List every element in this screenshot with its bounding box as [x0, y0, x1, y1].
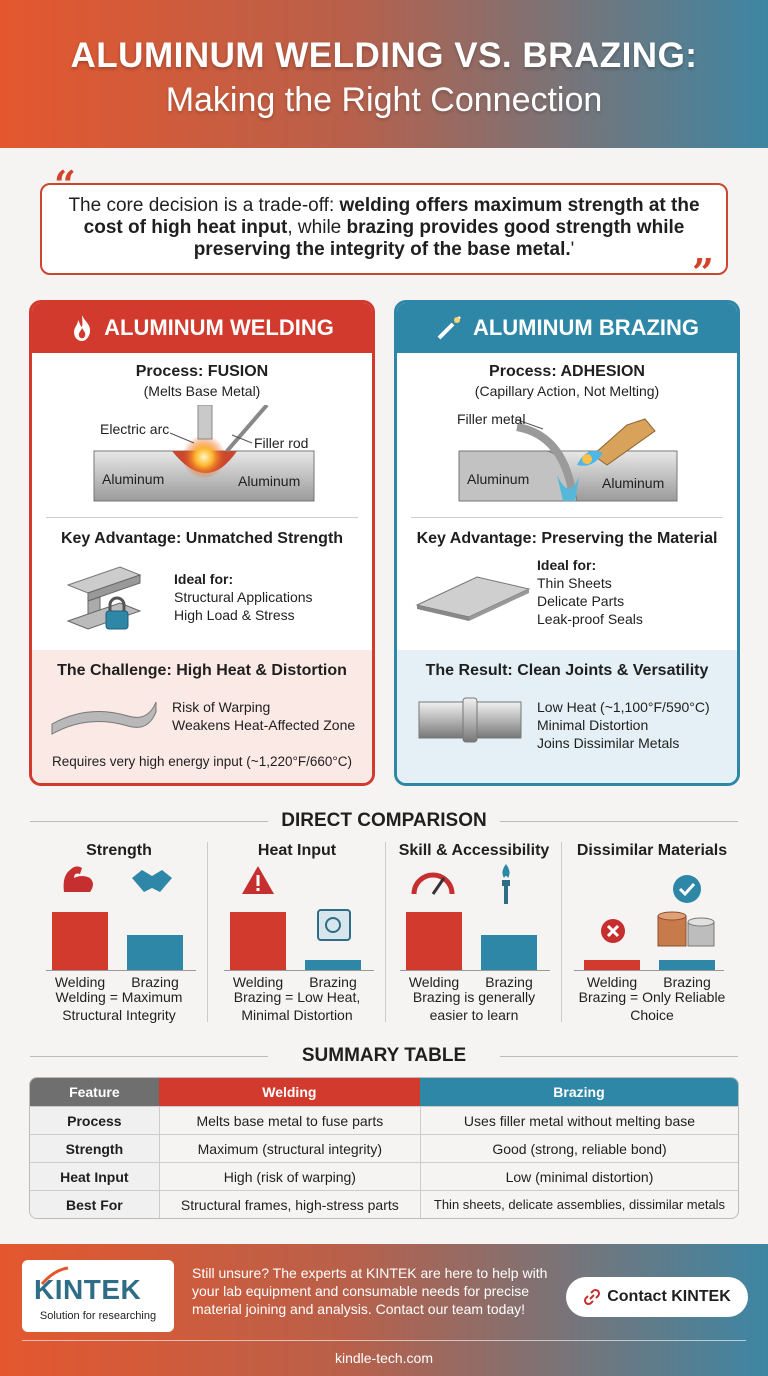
table-cell: Heat Input: [30, 1162, 159, 1190]
brazing-bar: [659, 960, 715, 970]
website-link[interactable]: kindle-tech.com: [334, 1350, 434, 1366]
chart-baseline: [400, 970, 550, 971]
welding-challenge-item: Risk of Warping: [172, 699, 271, 715]
brazing-card-title: ALUMINUM BRAZING: [472, 315, 700, 340]
footer: [0, 1244, 768, 1376]
comparison-caption: [30, 988, 208, 1024]
welding-challenge-list: [172, 698, 355, 734]
brazing-result-title: The Result: Clean Joints & Versatility: [425, 662, 709, 679]
thin-sheet-icon: [415, 571, 531, 627]
aluminum-right-label: Aluminum: [602, 475, 665, 491]
brazing-result-item: Joins Dissimilar Metals: [537, 735, 680, 751]
chart-baseline: [46, 970, 196, 971]
welding-bar-label: Welding: [408, 974, 460, 990]
chart-baseline: [574, 970, 724, 971]
page-title: ALUMINUM WELDING VS. BRAZING:: [70, 36, 698, 75]
gauge-icon: [410, 866, 456, 896]
table-row: [30, 1134, 738, 1162]
table-cell: Good (strong, reliable bond): [420, 1134, 738, 1162]
welding-process-sub: (Melts Base Metal): [143, 383, 261, 399]
caption-line: Brazing = Low Heat,: [233, 989, 361, 1005]
brazing-ideal-title: Ideal for:: [537, 557, 597, 573]
comparison-item-title: Strength: [86, 842, 152, 859]
table-cell: High (risk of warping): [159, 1162, 420, 1190]
table-header: Brazing: [420, 1078, 738, 1106]
flame-icon: [70, 314, 94, 342]
table-cell: Best For: [30, 1190, 159, 1218]
welding-ideal-list: [174, 570, 313, 624]
logo-swoosh-icon: [40, 1266, 70, 1286]
caption-line: Choice: [630, 1007, 674, 1023]
warped-sheet-icon: [48, 694, 160, 738]
table-header: Welding: [159, 1078, 420, 1106]
brazing-ideal-item: Delicate Parts: [537, 593, 625, 609]
torch-icon: [435, 314, 463, 342]
brazing-bar-label: Brazing: [131, 974, 179, 990]
welding-bar-label: Welding: [54, 974, 106, 990]
table-row: [30, 1190, 738, 1218]
welding-diagram-art: [32, 405, 372, 517]
brazing-diagram-art: [397, 405, 737, 517]
footer-message: Still unsure? The experts at KINTEK are here to help with your lab equipment and consumable needs for precise material joining and analysis. Contact our team today!: [192, 1265, 548, 1317]
welding-bar: [52, 912, 108, 970]
table-cell: Structural frames, high-stress parts: [159, 1190, 420, 1218]
welding-card-title: ALUMINUM WELDING: [104, 315, 334, 340]
quote-text-5: ': [570, 239, 575, 260]
table-cell: Process: [30, 1106, 159, 1134]
safe-icon: [316, 908, 352, 942]
footer-divider: [22, 1340, 746, 1341]
torch-icon: [496, 862, 516, 906]
x-circle-icon: [600, 918, 626, 944]
handshake-icon: [130, 866, 174, 896]
welding-bar: [230, 912, 286, 970]
table-cell: Melts base metal to fuse parts: [159, 1106, 420, 1134]
pipe-joint-icon: [417, 696, 523, 744]
brazing-ideal-item: Leak-proof Seals: [537, 611, 643, 627]
welding-challenge-item: Weakens Heat-Affected Zone: [172, 717, 356, 733]
comparison-caption: [562, 988, 742, 1024]
open-quote-icon: “: [54, 162, 76, 207]
table-cell: Low (minimal distortion): [420, 1162, 738, 1190]
summary-title: SUMMARY TABLE: [0, 1045, 768, 1067]
brazing-process: Process: ADHESION: [489, 363, 645, 380]
welding-bar: [584, 960, 640, 970]
welding-challenge-panel: [32, 650, 372, 786]
welding-bar: [406, 912, 462, 970]
contact-button-label: Contact KINTEK: [607, 1288, 731, 1305]
brazing-card-header: [397, 303, 737, 353]
table-cell: Uses filler metal without melting base: [420, 1106, 738, 1134]
welding-bar-label: Welding: [586, 974, 638, 990]
brazing-bar: [127, 935, 183, 970]
caption-line: Welding = Maximum: [55, 989, 183, 1005]
quote-box: [40, 183, 728, 275]
quote-text-3: , while: [287, 217, 347, 238]
comparison-caption: [386, 988, 562, 1024]
table-cell: Thin sheets, delicate assemblies, dissimilar metals: [420, 1190, 738, 1218]
brazing-ideal-list: [537, 556, 643, 628]
comparison-item-title: Skill & Accessibility: [398, 842, 550, 859]
contact-kintek-button[interactable]: [566, 1277, 748, 1317]
welding-advantage: Key Advantage: Unmatched Strength: [60, 530, 344, 547]
flexed-arm-icon: [58, 862, 98, 898]
welding-diagram: [32, 405, 372, 517]
link-icon: [583, 1288, 601, 1306]
table-cell: Strength: [30, 1134, 159, 1162]
aluminum-right-label: Aluminum: [238, 473, 301, 489]
welding-challenge-title: The Challenge: High Heat & Distortion: [57, 662, 347, 679]
filler-rod-label: Filler rod: [254, 435, 309, 451]
logo-tagline: Solution for researching: [39, 1310, 157, 1322]
comparison-item-title: Dissimilar Materials: [576, 842, 728, 859]
brazing-bar-label: Brazing: [663, 974, 711, 990]
aluminum-left-label: Aluminum: [467, 471, 530, 487]
comparison-strength: [30, 842, 208, 1022]
metal-cylinders-icon: [654, 908, 720, 948]
comparison-caption: [208, 988, 386, 1024]
aluminum-left-label: Aluminum: [102, 471, 165, 487]
page-subtitle: Making the Right Connection: [165, 81, 603, 119]
brazing-bar: [481, 935, 537, 970]
comparison-heat-input: [208, 842, 386, 1022]
divider: [411, 517, 723, 518]
brazing-result-panel: [397, 650, 737, 786]
table-row: [30, 1106, 738, 1134]
welding-bar-label: Welding: [232, 974, 284, 990]
brazing-card: [394, 300, 740, 786]
brazing-bar-label: Brazing: [485, 974, 533, 990]
caption-line: Brazing = Only Reliable: [578, 989, 726, 1005]
table-header: Feature: [30, 1078, 159, 1106]
brazing-ideal-item: Thin Sheets: [537, 575, 612, 591]
welding-card: [29, 300, 375, 786]
welding-ideal-item: Structural Applications: [174, 589, 313, 605]
quote-text-1: The core decision is a trade-off:: [68, 195, 340, 216]
comparison-item-title: Heat Input: [257, 842, 337, 859]
welding-energy-note: Requires very high energy input (~1,220°F/660°C): [51, 754, 353, 769]
brazing-diagram: [397, 405, 737, 517]
caption-line: Brazing is generally: [412, 989, 536, 1005]
table-row: [30, 1162, 738, 1190]
welding-process: Process: FUSION: [135, 363, 269, 380]
brazing-advantage: Key Advantage: Preserving the Material: [416, 530, 718, 547]
comparison-skill: [386, 842, 562, 1022]
brazing-process-sub: (Capillary Action, Not Melting): [474, 383, 660, 399]
comparison-title: DIRECT COMPARISON: [0, 810, 768, 832]
welding-ideal-title: Ideal for:: [174, 571, 234, 587]
i-beam-lock-icon: [60, 565, 170, 637]
brazing-bar-label: Brazing: [309, 974, 357, 990]
header-banner: [0, 0, 768, 148]
brazing-result-item: Minimal Distortion: [537, 717, 649, 733]
caption-line: Minimal Distortion: [241, 1007, 353, 1023]
logo-text: KINTEK: [34, 1274, 142, 1305]
summary-table: [29, 1077, 739, 1219]
close-quote-icon: ”: [692, 250, 714, 295]
brazing-bar: [305, 960, 361, 970]
caption-line: easier to learn: [429, 1007, 519, 1023]
electric-arc-label: Electric arc: [100, 421, 170, 437]
filler-metal-label: Filler metal: [457, 411, 526, 427]
brazing-result-item: Low Heat (~1,100°F/590°C): [537, 699, 710, 715]
kintek-logo[interactable]: [22, 1260, 174, 1332]
welding-ideal-item: High Load & Stress: [174, 607, 295, 623]
table-cell: Maximum (structural integrity): [159, 1134, 420, 1162]
quote-text-4: brazing provides good strength while preserving the integrity of the base metal.: [193, 217, 685, 260]
check-circle-icon: [672, 874, 702, 904]
welding-card-header: [32, 303, 372, 353]
warning-icon: [240, 864, 276, 896]
chart-baseline: [224, 970, 374, 971]
caption-line: Structural Integrity: [62, 1007, 176, 1023]
quote-text-2: welding offers maximum strength at the cost of high heat input: [83, 195, 700, 238]
comparison-dissimilar: [562, 842, 742, 1022]
divider: [46, 517, 358, 518]
brazing-result-list: [537, 698, 710, 752]
